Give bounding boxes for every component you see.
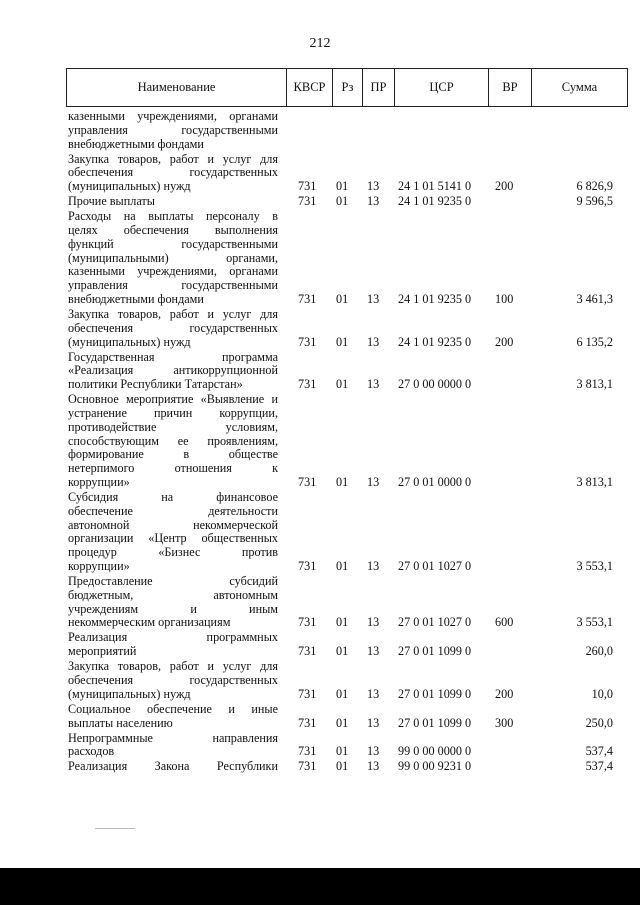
row-csr: 99 0 00 0000 0 xyxy=(398,744,472,759)
row-name-line: Основное мероприятие «Выявление и xyxy=(68,392,278,407)
table-row xyxy=(0,110,640,153)
row-vr: 600 xyxy=(495,615,514,630)
row-vr: 200 xyxy=(495,179,514,194)
row-pr: 13 xyxy=(367,291,380,306)
row-kvsr: 731 xyxy=(298,194,317,209)
header-pr: ПР xyxy=(362,69,394,106)
row-sum: 3 553,1 xyxy=(576,615,613,630)
row-sum: 537,4 xyxy=(585,759,613,774)
row-kvsr: 731 xyxy=(298,644,317,659)
row-name-line: бюджетным, автономным xyxy=(68,587,278,602)
row-pr: 13 xyxy=(367,334,380,349)
row-name-line: обеспечения государственных xyxy=(68,320,278,335)
row-kvsr: 731 xyxy=(298,291,317,306)
scan-border xyxy=(0,868,640,905)
row-name-line: (муниципальными) органами, xyxy=(68,250,278,265)
row-csr: 27 0 01 1027 0 xyxy=(398,615,472,630)
row-sum: 3 813,1 xyxy=(576,474,613,489)
row-name-line: (муниципальных) нужд xyxy=(68,686,191,701)
row-kvsr: 731 xyxy=(298,615,317,630)
row-sum: 3 553,1 xyxy=(576,558,613,573)
table-row xyxy=(0,491,640,575)
row-rz: 01 xyxy=(336,474,349,489)
row-csr: 24 1 01 5141 0 xyxy=(398,179,472,194)
row-name-line: организации «Центр общественных xyxy=(68,531,278,546)
row-vr: 100 xyxy=(495,291,514,306)
row-pr: 13 xyxy=(367,744,380,759)
row-rz: 01 xyxy=(336,291,349,306)
row-name-line: автономной некоммерческой xyxy=(68,517,278,532)
row-name-line: способствующим ее проявлениям, xyxy=(68,433,278,448)
row-csr: 27 0 01 0000 0 xyxy=(398,474,472,489)
row-kvsr: 731 xyxy=(298,474,317,489)
row-sum: 6 135,2 xyxy=(576,334,613,349)
row-name xyxy=(68,351,278,392)
row-name-line: противодействие условиям, xyxy=(68,419,278,434)
row-pr: 13 xyxy=(367,715,380,730)
row-sum: 3 813,1 xyxy=(576,377,613,392)
row-name-line: мероприятий xyxy=(68,644,137,659)
row-name-line: нетерпимого отношения к xyxy=(68,461,278,476)
row-kvsr: 731 xyxy=(298,334,317,349)
row-name-line: казенными учреждениями, органами xyxy=(68,109,278,123)
row-kvsr: 731 xyxy=(298,744,317,759)
row-name-line: Социальное обеспечение и иные xyxy=(68,701,278,716)
table-body xyxy=(0,110,640,775)
row-name xyxy=(68,575,278,630)
row-sum: 10,0 xyxy=(591,686,613,701)
row-name-line: Государственная программа xyxy=(68,349,278,364)
row-name xyxy=(68,703,278,731)
row-name-line: внебюджетными фондами xyxy=(68,291,204,306)
row-name-line: (муниципальных) нужд xyxy=(68,334,191,349)
row-sum: 3 461,3 xyxy=(576,291,613,306)
row-rz: 01 xyxy=(336,179,349,194)
row-name xyxy=(68,732,278,760)
row-sum: 260,0 xyxy=(585,644,613,659)
row-name xyxy=(68,631,278,659)
row-rz: 01 xyxy=(336,644,349,659)
row-name-line: Прочие выплаты xyxy=(68,194,155,209)
row-name xyxy=(68,491,278,574)
row-name xyxy=(68,760,278,774)
row-pr: 13 xyxy=(367,759,380,774)
table-row xyxy=(0,393,640,491)
row-kvsr: 731 xyxy=(298,759,317,774)
row-pr: 13 xyxy=(367,615,380,630)
row-name-line: Закупка товаров, работ и услуг для xyxy=(68,151,278,166)
table-row xyxy=(0,660,640,703)
table-row xyxy=(0,760,640,775)
table-row xyxy=(0,210,640,308)
page-number: 212 xyxy=(309,36,331,51)
row-kvsr: 731 xyxy=(298,179,317,194)
row-name-line: управления государственными xyxy=(68,122,278,137)
row-name-line: обеспечения государственных xyxy=(68,672,278,687)
row-rz: 01 xyxy=(336,615,349,630)
row-name-line: обеспечения государственных xyxy=(68,165,278,180)
row-name-line: выплаты населению xyxy=(68,715,173,730)
row-name-line: обеспечение деятельности xyxy=(68,503,278,518)
row-name-line: (муниципальных) нужд xyxy=(68,179,191,194)
row-pr: 13 xyxy=(367,686,380,701)
row-name-line: Закупка товаров, работ и услуг для xyxy=(68,306,278,321)
row-csr: 27 0 01 1027 0 xyxy=(398,558,472,573)
row-name xyxy=(68,660,278,701)
header-vr: ВР xyxy=(488,69,531,106)
row-csr: 27 0 01 1099 0 xyxy=(398,686,472,701)
row-name-line: управления государственными xyxy=(68,278,278,293)
row-csr: 27 0 00 0000 0 xyxy=(398,377,472,392)
row-rz: 01 xyxy=(336,759,349,774)
row-csr: 27 0 01 1099 0 xyxy=(398,715,472,730)
row-pr: 13 xyxy=(367,644,380,659)
row-csr: 24 1 01 9235 0 xyxy=(398,291,472,306)
row-pr: 13 xyxy=(367,474,380,489)
row-rz: 01 xyxy=(336,744,349,759)
table-header xyxy=(66,68,628,107)
table-row xyxy=(0,631,640,660)
row-sum: 250,0 xyxy=(585,715,613,730)
row-name-line: коррупции» xyxy=(68,558,130,573)
table-row xyxy=(0,308,640,351)
header-name: Наименование xyxy=(137,80,216,94)
row-vr: 200 xyxy=(495,686,514,701)
header-sum: Сумма xyxy=(531,69,627,106)
row-name-line: казенными учреждениями, органами xyxy=(68,264,278,279)
row-kvsr: 731 xyxy=(298,558,317,573)
row-name xyxy=(68,110,278,151)
row-pr: 13 xyxy=(367,377,380,392)
row-sum: 9 596,5 xyxy=(576,194,613,209)
row-name-line: Субсидия на финансовое xyxy=(68,489,278,504)
row-rz: 01 xyxy=(336,377,349,392)
row-csr: 99 0 00 9231 0 xyxy=(398,759,472,774)
row-rz: 01 xyxy=(336,334,349,349)
row-name-line: некоммерческим организациям xyxy=(68,615,231,630)
row-name-line: внебюджетными фондами xyxy=(68,136,204,151)
row-name xyxy=(68,195,278,209)
row-sum: 6 826,9 xyxy=(576,179,613,194)
row-name-line: Закупка товаров, работ и услуг для xyxy=(68,659,278,674)
row-name-line: Реализация Закона Республики xyxy=(68,759,278,774)
header-csr: ЦСР xyxy=(394,69,488,106)
row-name-line: Расходы на выплаты персоналу в xyxy=(68,209,278,224)
row-sum: 537,4 xyxy=(585,744,613,759)
row-kvsr: 731 xyxy=(298,686,317,701)
divider xyxy=(95,828,135,829)
row-name xyxy=(68,393,278,490)
row-pr: 13 xyxy=(367,179,380,194)
row-name-line: устранение причин коррупции, xyxy=(68,405,278,420)
header-kvsr: КВСР xyxy=(286,69,332,106)
row-kvsr: 731 xyxy=(298,377,317,392)
row-name-line: формирование в обществе xyxy=(68,447,278,462)
row-name xyxy=(68,308,278,349)
row-name-line: целях обеспечения выполнения xyxy=(68,222,278,237)
row-rz: 01 xyxy=(336,715,349,730)
row-rz: 01 xyxy=(336,558,349,573)
row-pr: 13 xyxy=(367,194,380,209)
row-rz: 01 xyxy=(336,194,349,209)
row-name-line: учреждениям и иным xyxy=(68,601,278,616)
table-row xyxy=(0,575,640,631)
row-rz: 01 xyxy=(336,686,349,701)
row-name xyxy=(68,153,278,194)
row-name-line: Реализация программных xyxy=(68,630,278,645)
table-row xyxy=(0,351,640,394)
header-rz: Рз xyxy=(332,69,362,106)
row-vr: 300 xyxy=(495,715,514,730)
row-kvsr: 731 xyxy=(298,715,317,730)
table-row xyxy=(0,732,640,761)
row-pr: 13 xyxy=(367,558,380,573)
row-name-line: коррупции» xyxy=(68,474,130,489)
row-name-line: функций государственными xyxy=(68,236,278,251)
row-name-line: политики Республики Татарстан» xyxy=(68,377,243,392)
table-row xyxy=(0,153,640,196)
row-csr: 27 0 01 1099 0 xyxy=(398,644,472,659)
row-name xyxy=(68,210,278,307)
row-csr: 24 1 01 9235 0 xyxy=(398,194,472,209)
row-name-line: Непрограммные направления xyxy=(68,730,278,745)
row-vr: 200 xyxy=(495,334,514,349)
row-name-line: Предоставление субсидий xyxy=(68,573,278,588)
table-row xyxy=(0,703,640,732)
row-name-line: «Реализация антикоррупционной xyxy=(68,363,278,378)
row-csr: 24 1 01 9235 0 xyxy=(398,334,472,349)
table-row xyxy=(0,195,640,210)
row-name-line: расходов xyxy=(68,744,115,759)
row-name-line: процедур «Бизнес против xyxy=(68,545,278,560)
